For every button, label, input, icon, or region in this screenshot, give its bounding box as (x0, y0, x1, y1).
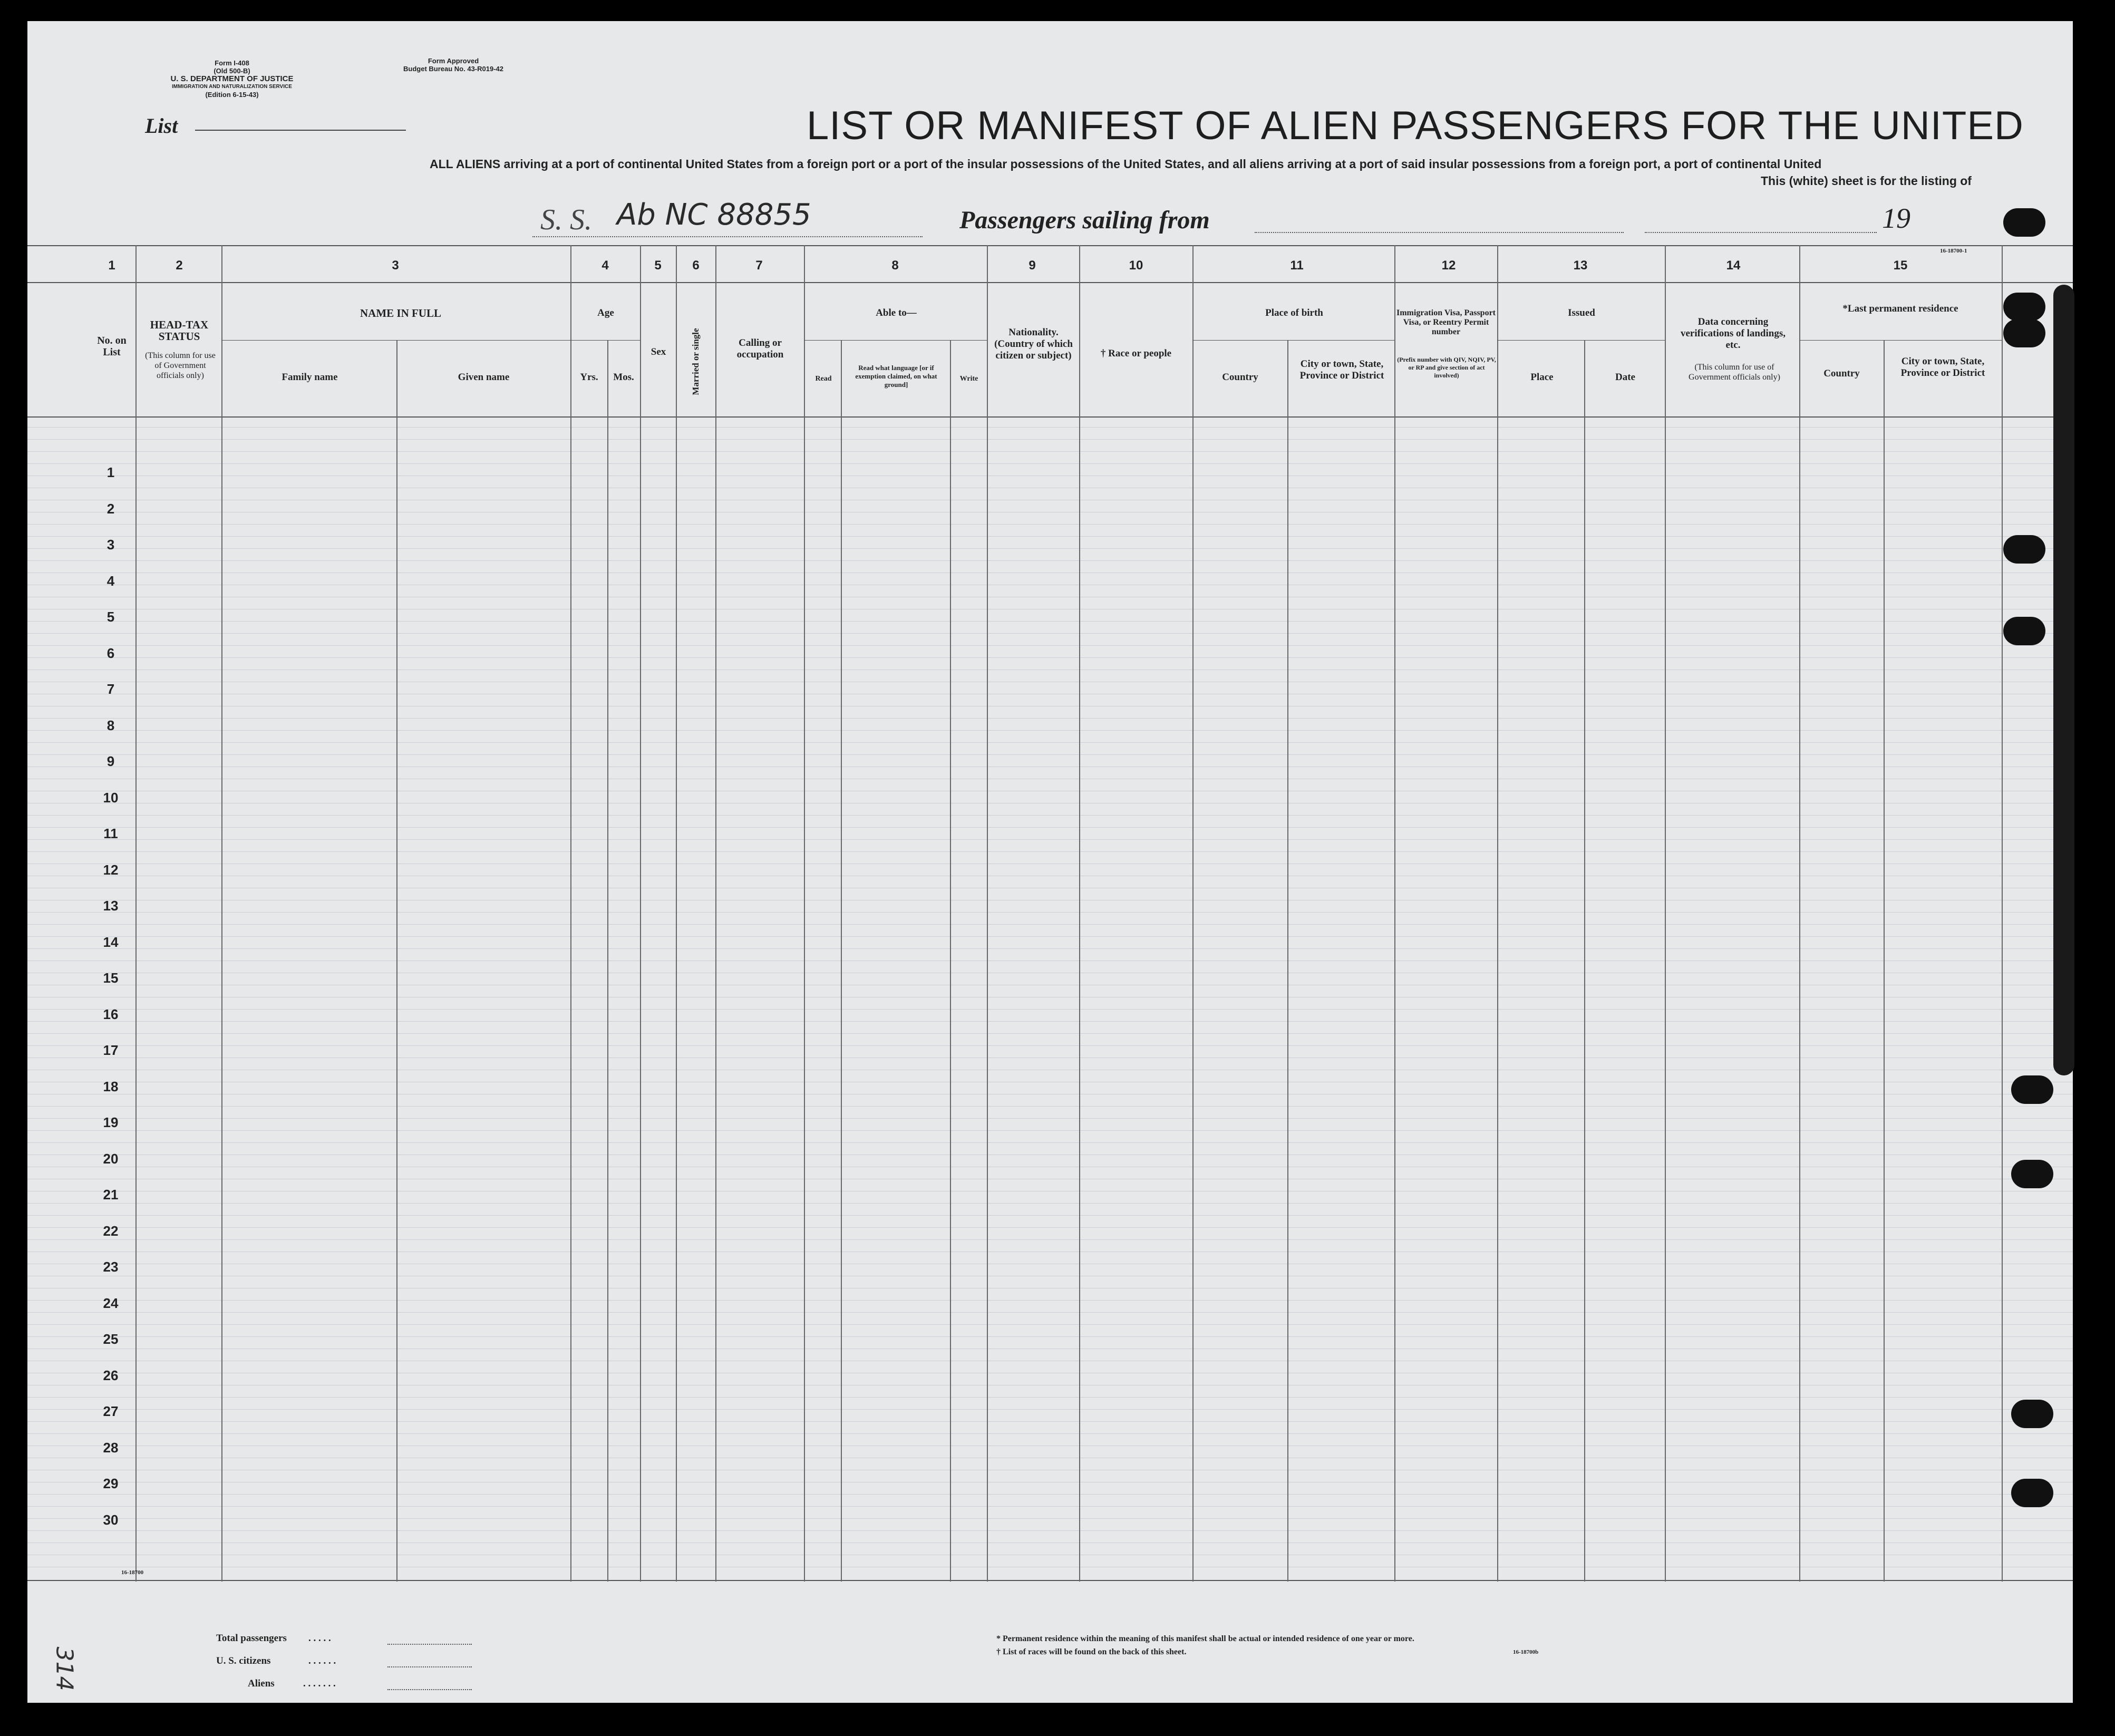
row-number: 8 (106, 717, 115, 733)
footer-dots-3: . . . . . . . (303, 1678, 336, 1689)
header-race: † Race or people (1100, 348, 1172, 359)
col-divider-8b (950, 340, 951, 1582)
header-sex: Sex (651, 346, 666, 357)
ruled-line (27, 730, 2073, 731)
col-num-10: 10 (1129, 258, 1143, 273)
row-number: 13 (103, 898, 119, 914)
footer-total-label: Total passengers (216, 1633, 287, 1644)
header-bottom-border (27, 416, 2073, 418)
sailing-from-label: Passengers sailing from (959, 206, 1210, 234)
manifest-sheet (27, 21, 2073, 1703)
punch-hole (2011, 1075, 2053, 1104)
col-divider-4 (640, 245, 641, 1582)
binding-shadow (2053, 285, 2074, 1075)
col-num-14: 14 (1726, 258, 1741, 273)
col-divider-1 (135, 245, 137, 1582)
header-head-tax: HEAD-TAX STATUS (150, 318, 209, 343)
header-given-name: Given name (458, 372, 510, 383)
ruled-line (27, 439, 2073, 440)
col-divider-3a (396, 340, 397, 1582)
col-divider-13 (1665, 245, 1666, 1582)
ruled-line (27, 1336, 2073, 1337)
row-number: 3 (106, 537, 115, 552)
header-issued-place: Place (1530, 372, 1554, 383)
header-read-language: Read what language [or if exemption claimed, on what ground] (855, 364, 937, 389)
row-number: 1 (106, 464, 115, 480)
footnote-code: 16-18700b (1513, 1649, 1539, 1655)
col-num-8: 8 (891, 258, 899, 273)
ruled-line (27, 657, 2073, 658)
footnote-races: † List of races will be found on the back of this sheet. (996, 1647, 1187, 1656)
form-id-block (132, 59, 332, 99)
total-passengers-field[interactable] (387, 1644, 472, 1645)
row-number: 26 (103, 1367, 119, 1383)
col-divider-5 (676, 245, 677, 1582)
header-age-yrs: Yrs. (580, 372, 598, 383)
row-number: 29 (103, 1476, 119, 1491)
ruled-line (27, 1130, 2073, 1131)
row-number: 12 (103, 861, 119, 878)
row-number: 9 (106, 753, 115, 769)
ruled-line (27, 924, 2073, 925)
ruled-line (27, 827, 2073, 828)
ruled-line (27, 1433, 2073, 1434)
col-divider-13a (1584, 340, 1585, 1582)
able-subheader-line (804, 340, 987, 341)
ruled-line (27, 1421, 2073, 1422)
vessel-name-handwritten[interactable]: Ab NC 88855 (617, 198, 811, 232)
footer-dots-1: . . . . . (308, 1633, 331, 1644)
row-number: 15 (103, 970, 119, 986)
ruled-line (27, 936, 2073, 937)
table-top-border (27, 245, 2073, 246)
col-divider-8a (841, 340, 842, 1582)
col-num-11: 11 (1290, 258, 1304, 273)
form-approved: Form Approved (428, 57, 479, 65)
row-number: 23 (103, 1259, 119, 1275)
col-num-3: 3 (392, 258, 399, 273)
col-num-6: 6 (692, 258, 700, 273)
header-calling: Calling or occupation (736, 337, 784, 360)
ruled-line (27, 1021, 2073, 1022)
row-number: 11 (103, 826, 118, 841)
ruled-line (27, 524, 2073, 525)
ruled-line (27, 427, 2073, 428)
header-birth-country: Country (1222, 372, 1258, 383)
header-visa-note: (Prefix number with QIV, NQIV, PV, or RP and give section of act involved) (1397, 356, 1496, 379)
punch-hole (2003, 208, 2045, 237)
table-bottom-border (27, 1580, 2073, 1581)
vessel-prefix: S. S. (540, 203, 592, 236)
ruled-line (27, 621, 2073, 622)
list-number-field[interactable] (195, 130, 406, 131)
row-number: 18 (103, 1078, 119, 1094)
ruled-line (27, 548, 2073, 549)
header-place-of-birth: Place of birth (1265, 307, 1323, 318)
header-issued-date: Date (1615, 372, 1635, 383)
col-divider-4a (607, 340, 608, 1582)
col-divider-12 (1497, 245, 1498, 1582)
ruled-line (27, 633, 2073, 634)
header-residence-country: Country (1823, 368, 1860, 379)
col-num-12: 12 (1441, 258, 1456, 273)
department: U. S. DEPARTMENT OF JUSTICE (170, 74, 294, 83)
col-divider-6 (715, 245, 716, 1582)
page-title: LIST OR MANIFEST OF ALIEN PASSENGERS FOR THE UNITED (807, 103, 2024, 148)
col-num-13: 13 (1573, 258, 1588, 273)
punch-hole (2003, 293, 2045, 321)
col-divider-15 (2002, 245, 2003, 1582)
punch-hole (2003, 617, 2045, 645)
ruled-line (27, 1506, 2073, 1507)
birth-subheader-line (1192, 340, 1394, 341)
print-code-top: 16-18700-1 (1940, 248, 1967, 254)
sailing-port-field[interactable] (1255, 232, 1624, 233)
header-birth-city: City or town, State, Province or District (1299, 358, 1384, 381)
print-code-bottom: 16-18700 (121, 1569, 144, 1576)
ruled-line (27, 815, 2073, 816)
row-number: 20 (103, 1150, 119, 1167)
col-divider-11a (1287, 340, 1288, 1582)
ruled-line (27, 1494, 2073, 1495)
list-label: List (145, 114, 178, 138)
header-write: Write (959, 375, 978, 383)
ruled-line (27, 536, 2073, 537)
service: IMMIGRATION AND NATURALIZATION SERVICE (172, 84, 292, 90)
margin-handwriting: 314 (51, 1646, 78, 1691)
header-family-name: Family name (282, 372, 338, 383)
punch-hole (2011, 1400, 2053, 1428)
col-divider-14 (1799, 245, 1800, 1582)
row-number: 16 (103, 1006, 119, 1022)
ruled-line (27, 851, 2073, 852)
row-number: 24 (103, 1295, 119, 1311)
ruled-line (27, 1239, 2073, 1240)
ruled-line (27, 1106, 2073, 1107)
ruled-line (27, 1530, 2073, 1531)
ruled-line (27, 948, 2073, 949)
ruled-line (27, 1300, 2073, 1301)
row-number: 14 (103, 934, 119, 950)
col-divider-3 (570, 245, 571, 1582)
punch-hole (2011, 1479, 2053, 1507)
ruled-line (27, 1215, 2073, 1216)
year-prefix: 19 (1882, 202, 1910, 234)
header-age: Age (597, 307, 614, 318)
header-issued: Issued (1568, 307, 1595, 318)
header-head-tax-note: (This column for use of Government officials only) (145, 351, 216, 380)
header-last-residence: *Last permanent residence (1842, 303, 1958, 314)
ruled-line (27, 1045, 2073, 1046)
row-number: 6 (106, 645, 115, 661)
sailing-date-field[interactable] (1645, 232, 1877, 233)
row-number: 27 (103, 1403, 119, 1419)
col-num-9: 9 (1029, 258, 1036, 273)
row-number: 30 (103, 1511, 119, 1528)
footer-aliens-label: Aliens (248, 1678, 275, 1689)
header-name-in-full: NAME IN FULL (360, 307, 441, 319)
punch-hole (2003, 319, 2045, 347)
header-residence-city: City or town, State, Province or District (1900, 356, 1985, 379)
col-num-15: 15 (1893, 258, 1908, 273)
col-divider-8 (987, 245, 988, 1582)
subtitle-line-2: This (white) sheet is for the listing of (1761, 174, 1972, 188)
col-divider-10 (1192, 245, 1194, 1582)
row-number: 2 (106, 500, 115, 517)
row-number: 4 (106, 573, 115, 589)
header-data-note: (This column for use of Government officials only) (1689, 363, 1780, 382)
ruled-line (27, 1009, 2073, 1010)
footer-dots-2: . . . . . . (308, 1655, 336, 1666)
row-number: 21 (103, 1187, 119, 1202)
edition: (Edition 6-15-43) (205, 91, 259, 99)
col-num-4: 4 (601, 258, 609, 273)
punch-hole (2003, 535, 2045, 564)
row-number: 19 (103, 1114, 119, 1130)
ruled-line (27, 754, 2073, 755)
ruled-line (27, 560, 2073, 561)
header-read: Read (815, 375, 832, 383)
form-number: Form I-408 (215, 59, 249, 67)
name-subheader-line (221, 340, 570, 341)
subtitle-line-1: ALL ALIENS arriving at a port of continental United States from a foreign port or a port of the insular possessions of the United States, and all aliens arriving at a port of said insular possessions from a foreign port, a port of continental United (430, 157, 1822, 171)
column-number-border (27, 282, 2073, 283)
col-num-5: 5 (654, 258, 662, 273)
col-divider-15a (1884, 340, 1885, 1582)
vessel-field (532, 236, 923, 237)
col-divider-7 (804, 245, 805, 1582)
aliens-field[interactable] (387, 1689, 472, 1690)
residence-subheader-line (1799, 340, 2002, 341)
col-divider-9 (1079, 245, 1080, 1582)
ruled-line (27, 742, 2073, 743)
header-age-mos: Mos. (613, 372, 634, 383)
ruled-line (27, 1312, 2073, 1313)
footnote-residence: * Permanent residence within the meaning of this manifest shall be actual or intended residence of one year or more. (996, 1634, 1414, 1643)
row-number: 28 (103, 1439, 119, 1456)
punch-hole (2011, 1160, 2053, 1188)
col-num-7: 7 (755, 258, 763, 273)
ruled-line (27, 718, 2073, 719)
ruled-line (27, 645, 2073, 646)
row-number: 25 (103, 1331, 119, 1347)
us-citizens-field[interactable] (387, 1666, 472, 1667)
header-married: Married or single (691, 328, 701, 395)
header-nationality: Nationality. (Country of which citizen or subject) (994, 327, 1073, 361)
header-data-concerning: Data concerning verifications of landings, etc. (1681, 316, 1786, 351)
row-number: 22 (103, 1223, 119, 1239)
ruled-line (27, 1033, 2073, 1034)
ruled-line (27, 1409, 2073, 1410)
footer-citizens-label: U. S. citizens (216, 1655, 271, 1666)
ruled-line (27, 1397, 2073, 1398)
col-num-2: 2 (176, 258, 183, 273)
ruled-line (27, 1142, 2073, 1143)
ruled-line (27, 912, 2073, 913)
old-form-number: (Old 500-B) (214, 67, 250, 75)
budget-number: Budget Bureau No. 43-R019-42 (403, 65, 503, 73)
ruled-line (27, 1227, 2073, 1228)
ruled-line (27, 1203, 2073, 1204)
issued-subheader-line (1497, 340, 1665, 341)
row-number: 17 (103, 1042, 119, 1058)
col-num-1: 1 (108, 258, 115, 273)
header-able-to: Able to— (876, 307, 917, 318)
ruled-line (27, 451, 2073, 452)
ruled-line (27, 1118, 2073, 1119)
col-divider-11 (1394, 245, 1395, 1582)
row-number: 10 (103, 789, 119, 806)
header-visa: Immigration Visa, Passport Visa, or Reentry Permit number (1396, 308, 1496, 336)
ruled-line (27, 463, 2073, 464)
scan-edge (2073, 21, 2115, 1703)
row-number: 7 (106, 681, 115, 697)
age-subheader-line (570, 340, 640, 341)
ruled-line (27, 1324, 2073, 1325)
ruled-line (27, 1518, 2073, 1519)
col-divider-2 (221, 245, 222, 1582)
header-no-on-list: No. on List (97, 335, 127, 358)
row-number: 5 (106, 609, 115, 625)
approval-block (374, 57, 532, 73)
ruled-line (27, 839, 2073, 840)
